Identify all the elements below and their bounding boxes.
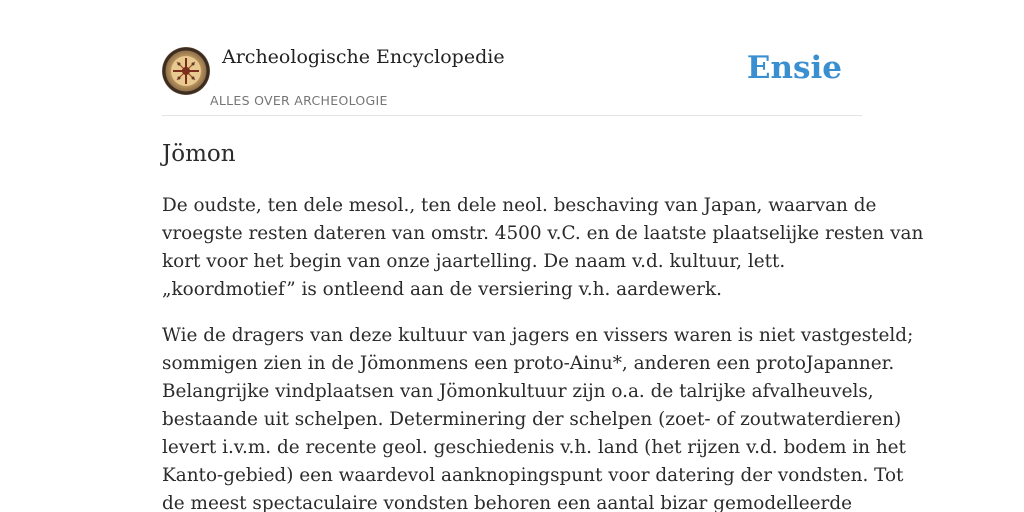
paragraph-line: levert i.v.m. de recente geol. geschiedenis v.h. land (het rijzen v.d. bodem in het [162, 437, 906, 458]
article-body [162, 192, 924, 512]
paragraph-line: kort voor het begin van onze jaartelling. De naam v.d. kultuur, lett. [162, 251, 786, 272]
article-title: Jömon [162, 141, 236, 167]
paragraph-line: de meest spectaculaire vondsten behoren een aantal bizar gemodelleerde [162, 493, 852, 512]
paragraph-line: De oudste, ten dele mesol., ten dele neol. beschaving van Japan, waarvan de [162, 195, 877, 216]
paragraph-line: „koordmotief” is ontleend aan de versiering v.h. aardewerk. [162, 279, 722, 300]
paragraph-line: vroegste resten dateren van omstr. 4500 v.C. en de laatste plaatselijke resten van [162, 223, 924, 244]
site-header [162, 0, 862, 116]
artifact-image-icon [162, 47, 210, 95]
article-paragraph [162, 192, 924, 304]
paragraph-line: bestaande uit schelpen. Determinering der schelpen (zoet- of zoutwaterdieren) [162, 409, 902, 430]
paragraph-line: Belangrijke vindplaatsen van Jömonkultuur zijn o.a. de talrijke afvalheuvels, [162, 381, 874, 402]
site-title-link[interactable]: Archeologische Encyclopedie [222, 46, 505, 68]
ensie-logo-link[interactable]: Ensie [746, 50, 842, 86]
encyclopedia-avatar[interactable] [162, 47, 210, 95]
paragraph-line: Kanto-gebied) een waardevol aanknopingspunt voor datering der vondsten. Tot [162, 465, 904, 486]
site-tagline: ALLES OVER ARCHEOLOGIE [210, 93, 388, 108]
article-paragraph [162, 322, 914, 512]
paragraph-line: sommigen zien in de Jömonmens een proto-Ainu*, anderen een protoJapanner. [162, 353, 895, 374]
page [162, 0, 924, 512]
paragraph-line: Wie de dragers van deze kultuur van jagers en vissers waren is niet vastgesteld; [162, 325, 914, 346]
